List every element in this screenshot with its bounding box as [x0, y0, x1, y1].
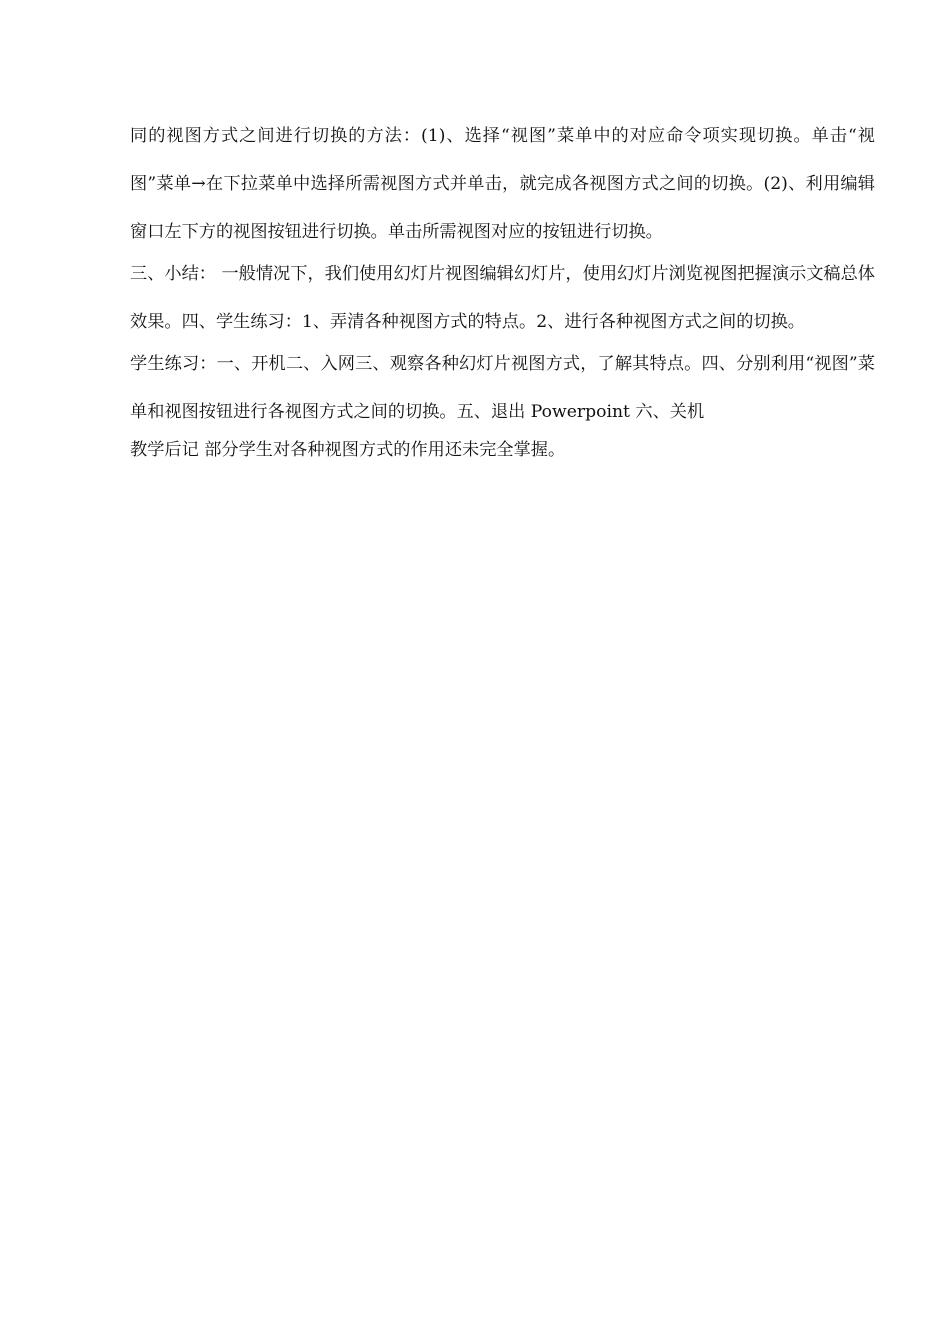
paragraph-teaching-notes: 教学后记 部分学生对各种视图方式的作用还未完全掌握。: [130, 440, 566, 460]
paragraph-summary: 三、小结： 一般情况下，我们使用幻灯片视图编辑幻灯片，使用幻灯片浏览视图把握演示文稿总体效果。四、学生练习：1、弄清各种视图方式的特点。2、进行各种视图方式之间的切换。: [130, 264, 875, 332]
paragraph-view-switching: 同的视图方式之间进行切换的方法：(1)、选择“视图”菜单中的对应命令项实现切换。单击“视图”菜单→在下拉菜单中选择所需视图方式并单击，就完成各视图方式之间的切换。(2)、利用编辑窗口左下方的视图按钮进行切换。单击所需视图对应的按钮进行切换。: [130, 126, 875, 242]
document-body: [130, 112, 875, 468]
paragraph-student-practice: 学生练习：一、开机二、入网三、观察各种幻灯片视图方式，了解其特点。四、分别利用“视图”菜单和视图按钮进行各视图方式之间的切换。五、退出 Powerpoint 六、关机: [130, 354, 875, 422]
